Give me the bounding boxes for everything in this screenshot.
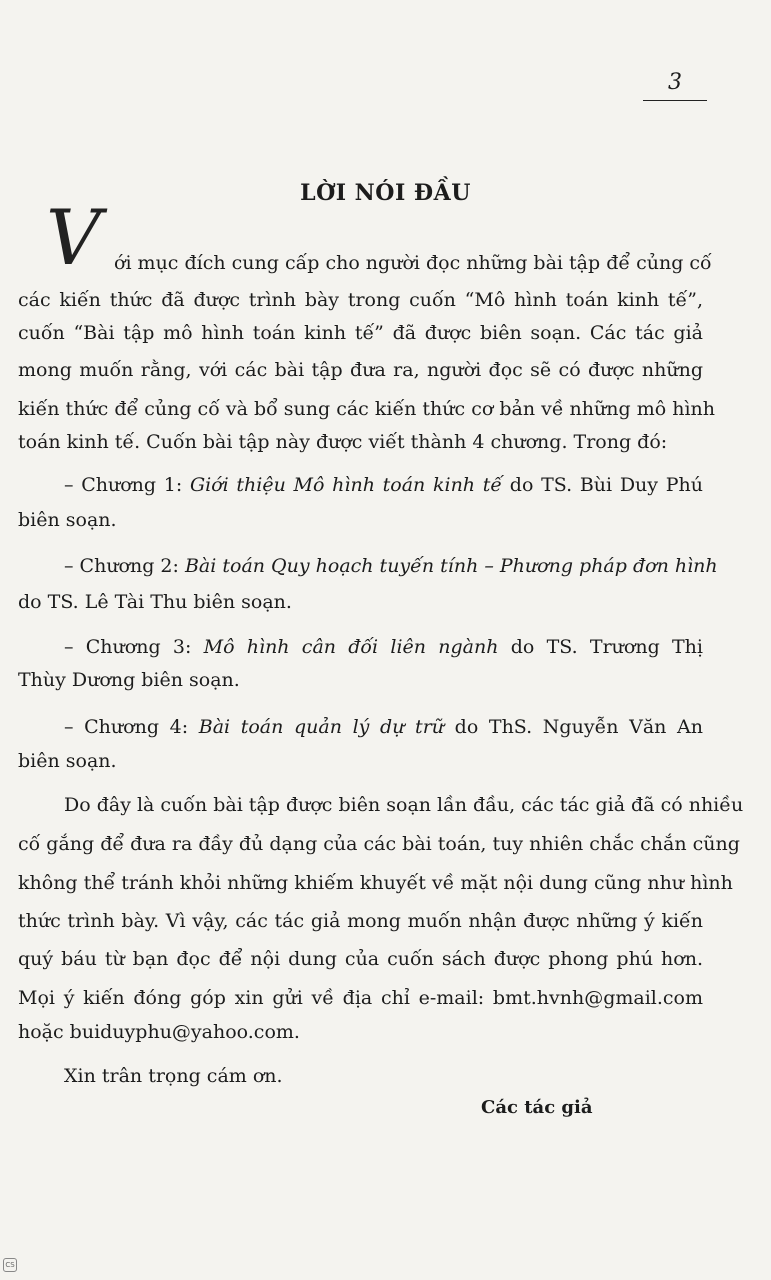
closing-line: Do đây là cuốn bài tập được biên soạn lần đầu, các tác giả đã có nhiều — [64, 794, 744, 816]
closing-line: quý báu từ bạn đọc để nội dung của cuốn sách được phong phú hơn. — [18, 948, 703, 970]
chapter-line-cont: biên soạn. — [18, 750, 117, 772]
page-title: LỜI NÓI ĐẦU — [300, 180, 471, 206]
chapter-title: Bài toán quản lý dự trữ — [198, 716, 445, 738]
closing-line: cố gắng để đưa ra đầy đủ dạng của các bài toán, tuy nhiên chắc chắn cũng — [18, 833, 740, 855]
closing-line: không thể tránh khỏi những khiếm khuyết về mặt nội dung cũng như hình — [18, 872, 733, 894]
scanner-logo: CS — [3, 1258, 17, 1272]
chapter-author: do ThS. Nguyễn Văn An — [444, 716, 703, 738]
thanks-line: Xin trân trọng cám ơn. — [64, 1065, 283, 1087]
chapter-line — [64, 472, 703, 498]
closing-line: hoặc buiduyphu@yahoo.com. — [18, 1021, 300, 1043]
closing-line: thức trình bày. Vì vậy, các tác giả mong muốn nhận được những ý kiến — [18, 910, 703, 932]
chapter-title: Giới thiệu Mô hình toán kinh tế — [189, 474, 503, 496]
page-number-rule — [643, 100, 707, 101]
chapter-author: do TS. Trương Thị — [498, 636, 703, 658]
intro-line: toán kinh tế. Cuốn bài tập này được viết thành 4 chương. Trong đó: — [18, 431, 668, 453]
closing-line: Mọi ý kiến đóng góp xin gửi về địa chỉ e-mail: bmt.hvnh@gmail.com — [18, 987, 703, 1009]
intro-line: cuốn “Bài tập mô hình toán kinh tế” đã được biên soạn. Các tác giả — [18, 322, 703, 344]
chapter-title: Mô hình cân đối liên ngành — [203, 636, 499, 658]
intro-line: mong muốn rằng, với các bài tập đưa ra, người đọc sẽ có được những — [18, 359, 703, 381]
drop-cap: V — [46, 193, 101, 282]
chapter-line — [64, 714, 703, 740]
intro-line: kiến thức để củng cố và bổ sung các kiến thức cơ bản về những mô hình — [18, 398, 715, 420]
chapter-line — [64, 634, 703, 660]
intro-line: các kiến thức đã được trình bày trong cuốn “Mô hình toán kinh tế”, — [18, 289, 703, 311]
chapter-prefix: – Chương 4: — [64, 716, 199, 738]
chapter-prefix: – Chương 1: — [64, 474, 190, 496]
chapter-line — [64, 553, 718, 579]
chapter-title: Bài toán Quy hoạch tuyến tính – Phương pháp đơn hình — [184, 555, 718, 577]
chapter-author: do TS. Bùi Duy Phú — [502, 474, 703, 496]
chapter-line-cont: do TS. Lê Tài Thu biên soạn. — [18, 591, 292, 613]
page-number: 3 — [668, 70, 682, 95]
intro-line: ới mục đích cung cấp cho người đọc những bài tập để củng cố — [114, 252, 712, 274]
chapter-line-cont: Thùy Dương biên soạn. — [18, 669, 240, 691]
chapter-line-cont: biên soạn. — [18, 509, 117, 531]
chapter-prefix: – Chương 3: — [64, 636, 204, 658]
signature: Các tác giả — [481, 1097, 593, 1118]
chapter-prefix: – Chương 2: — [64, 555, 185, 577]
